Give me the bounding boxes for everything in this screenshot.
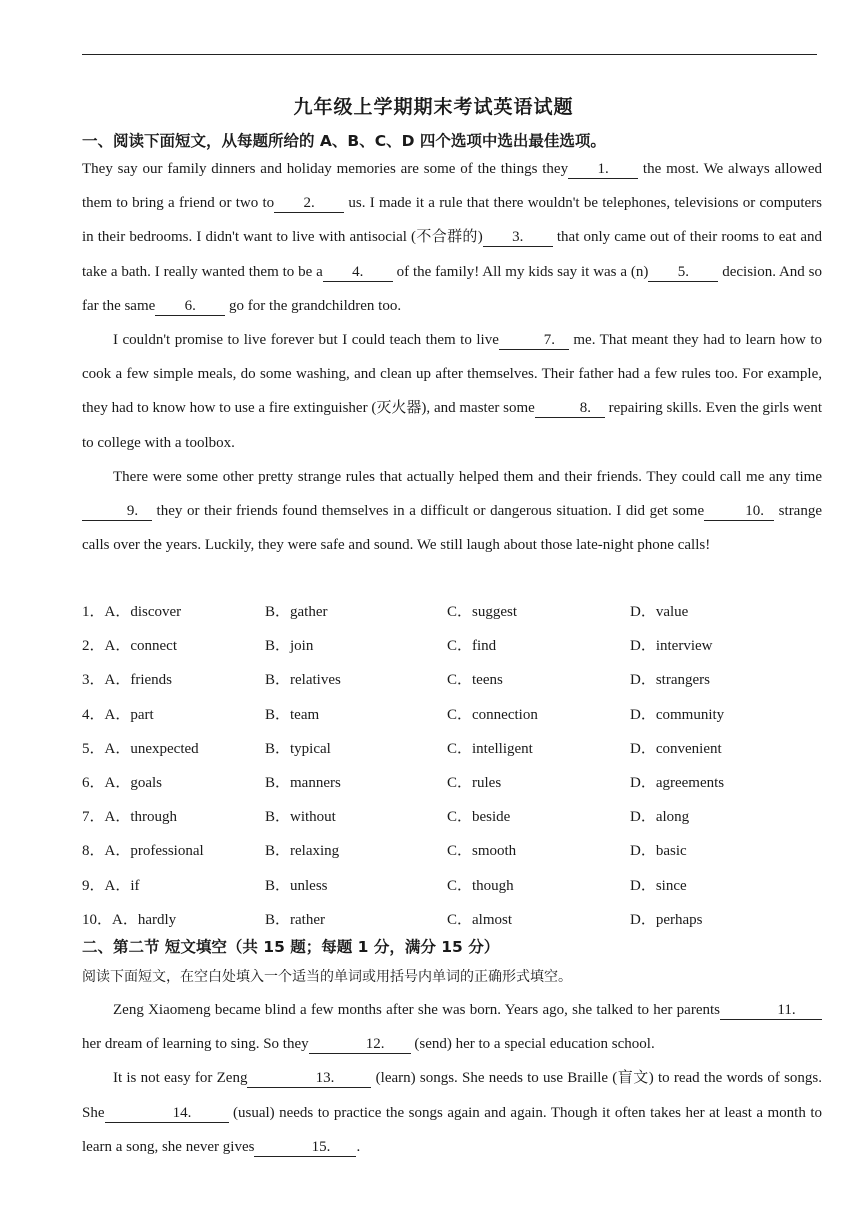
- option-d: D．interview: [630, 638, 713, 655]
- option-a: [82, 629, 177, 663]
- text-run: strange calls over the years. Luckily, they were safe and sound. We still laugh about those late-night phone calls!: [82, 503, 822, 554]
- blank-14: 14.: [105, 1104, 229, 1123]
- blank-3: 3.: [483, 228, 553, 247]
- answer-options: [82, 595, 822, 937]
- option-b: B．relatives: [265, 672, 341, 689]
- section1-passage: [82, 152, 822, 562]
- option-row-6: [82, 766, 822, 800]
- passage1-paragraph-2: [82, 323, 822, 460]
- section2-instruction: 阅读下面短文，在空白处填入一个适当的单词或用括号内单词的正确形式填空。: [82, 969, 572, 985]
- section2-passage: [82, 993, 822, 1164]
- option-row-7: [82, 800, 822, 834]
- blank-6: 6.: [155, 297, 225, 316]
- option-b: B．team: [265, 706, 320, 723]
- option-b: B．join: [265, 638, 314, 655]
- option-a: [82, 595, 181, 629]
- text-run: the most. We always allowed them to bring a friend or two to: [82, 161, 822, 212]
- text-run: It is not easy for Zeng: [113, 1070, 248, 1087]
- option-c: C．rules: [447, 774, 502, 791]
- option-c: C．suggest: [447, 604, 518, 620]
- blank-13: 13.: [247, 1069, 371, 1088]
- option-a: [82, 663, 172, 697]
- section1-heading: 一、阅读下面短文，从每题所给的 A、B、C、D 四个选项中选出最佳选项。: [82, 132, 606, 150]
- option-row-1: [82, 595, 822, 629]
- option-a-text: A．unexpected: [104, 740, 199, 757]
- text-run: go for the grandchildren too.: [225, 297, 402, 314]
- option-b: B．without: [265, 809, 336, 826]
- option-b: B．manners: [265, 774, 341, 791]
- option-d: D．community: [630, 706, 725, 723]
- blank-4: 4.: [323, 263, 393, 282]
- question-number: 4．: [82, 706, 105, 723]
- blank-11: 11.: [720, 1001, 822, 1020]
- option-d: D．strangers: [630, 672, 710, 689]
- option-a: [82, 903, 176, 937]
- text-run: (usual) needs to practice the songs again and again. Though it often takes her at least a month to learn a song, she never gives: [82, 1104, 822, 1155]
- question-number: 6．: [82, 774, 105, 791]
- text-run: that only came out of their rooms to eat and take a bath. I really wanted them to be a: [82, 229, 822, 280]
- option-row-2: [82, 629, 822, 663]
- option-d: D．convenient: [630, 740, 722, 757]
- page-title: 九年级上学期期末考试英语试题: [293, 96, 574, 118]
- option-c: C．find: [447, 638, 497, 655]
- option-c: C．teens: [447, 672, 503, 689]
- question-number: 5．: [82, 740, 105, 757]
- text-run: of the family! All my kids say it was a (n): [392, 263, 649, 280]
- text-run: Zeng Xiaomeng became blind a few months after she was born. Years ago, she talked to her parents: [113, 1002, 720, 1018]
- option-a: [82, 869, 140, 903]
- text-run: (send) her to a special education school.: [410, 1036, 655, 1053]
- question-number: 3．: [82, 672, 105, 689]
- option-row-3: [82, 663, 822, 697]
- text-run: they or their friends found themselves in a difficult or dangerous situation. I did get some: [152, 503, 705, 520]
- blank-10: 10.: [704, 502, 774, 521]
- blank-7: 7.: [499, 331, 569, 350]
- option-b: B．gather: [265, 604, 328, 620]
- option-c: C．smooth: [447, 843, 517, 860]
- option-c: C．almost: [447, 911, 513, 928]
- passage1-paragraph-1: [82, 152, 822, 323]
- text-run: me. That meant they had to learn how to cook a few simple meals, do some washing, and clean up after themselves. Their father had a few rules too. For example, they had to know how to use a fire extinguisher (灭火器), and master some: [82, 332, 822, 417]
- text-run: repairing skills. Even the girls went to college with a toolbox.: [82, 400, 822, 451]
- option-a-text: A．professional: [104, 843, 204, 860]
- top-rule: [82, 54, 817, 55]
- option-b: B．typical: [265, 740, 331, 757]
- question-number: 8．: [82, 843, 105, 860]
- option-c: C．though: [447, 877, 514, 894]
- option-a: [82, 766, 162, 800]
- blank-12: 12.: [309, 1035, 411, 1054]
- option-c: C．intelligent: [447, 740, 533, 757]
- option-a-text: A．if: [104, 877, 140, 894]
- blank-5: 5.: [648, 263, 718, 282]
- option-c: C．beside: [447, 809, 511, 826]
- text-run: us. I made it a rule that there wouldn't be telephones, televisions or computers in their bedrooms. I didn't want to live with antisocial (不合群的): [82, 195, 822, 246]
- option-c: C．connection: [447, 706, 538, 723]
- option-a-text: A．friends: [104, 672, 173, 689]
- option-a: [82, 834, 204, 868]
- text-run: (learn) songs. She needs to use Braille (盲文) to read the words of songs. She: [82, 1070, 822, 1121]
- text-run: I couldn't promise to live forever but I could teach them to live: [113, 332, 499, 349]
- option-d: D．agreements: [630, 774, 725, 791]
- option-row-10: [82, 903, 822, 937]
- passage2-paragraph-1: [82, 993, 822, 1061]
- option-d: D．perhaps: [630, 911, 703, 928]
- option-row-8: [82, 834, 822, 868]
- option-row-5: [82, 732, 822, 766]
- option-d: D．basic: [630, 843, 687, 860]
- question-number: 10．: [82, 911, 113, 928]
- option-a: [82, 732, 199, 766]
- option-b: B．unless: [265, 877, 328, 894]
- passage2-paragraph-2: [82, 1061, 822, 1164]
- text-run: her dream of learning to sing. So they: [82, 1036, 309, 1053]
- option-b: B．relaxing: [265, 843, 340, 860]
- option-d: D．value: [630, 604, 689, 620]
- option-a-text: A．goals: [104, 774, 163, 791]
- passage1-paragraph-3: [82, 460, 822, 563]
- option-d: D．along: [630, 809, 690, 826]
- question-number: 1．: [82, 604, 105, 620]
- option-a-text: A．hardly: [112, 911, 177, 928]
- blank-2: 2.: [274, 194, 344, 213]
- text-run: They say our family dinners and holiday memories are some of the things they: [82, 161, 569, 177]
- option-a-text: A．part: [104, 706, 154, 723]
- option-a: [82, 698, 154, 732]
- option-row-4: [82, 698, 822, 732]
- text-run: There were some other pretty strange rules that actually helped them and their friends. They could call me any time: [113, 468, 822, 485]
- option-d: D．since: [630, 877, 687, 894]
- blank-1: 1.: [568, 160, 638, 179]
- blank-9: 9.: [82, 502, 152, 521]
- blank-8: 8.: [535, 399, 605, 418]
- text-run: .: [356, 1138, 361, 1155]
- text-run: decision. And so far the same: [82, 263, 822, 314]
- option-a-text: A．through: [104, 809, 178, 826]
- option-a-text: A．connect: [104, 638, 177, 655]
- question-number: 7．: [82, 809, 105, 826]
- question-number: 9．: [82, 877, 105, 894]
- option-row-9: [82, 869, 822, 903]
- option-b: B．rather: [265, 911, 325, 928]
- section2-heading: 二、第二节 短文填空（共 15 题；每题 1 分，满分 15 分）: [82, 938, 500, 956]
- question-number: 2．: [82, 638, 105, 655]
- option-a: [82, 800, 177, 834]
- option-a-text: A．discover: [104, 604, 182, 620]
- blank-15: 15.: [254, 1138, 356, 1157]
